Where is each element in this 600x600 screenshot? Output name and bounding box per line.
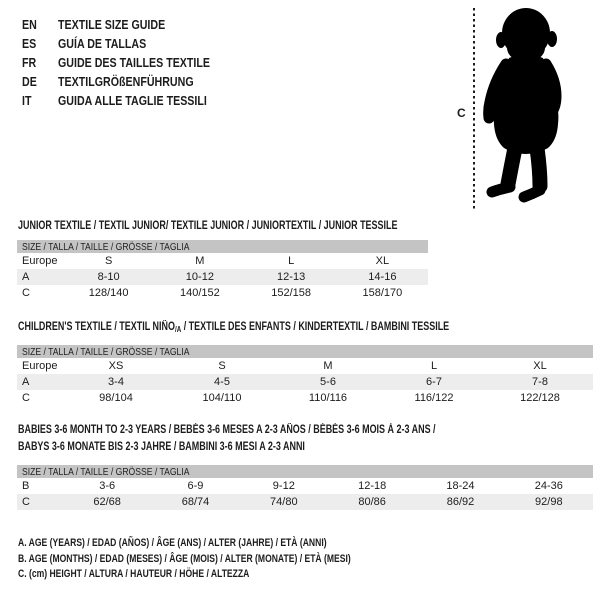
table-cell: XL	[533, 360, 547, 372]
row-label: C	[22, 392, 30, 404]
table-cell: 74/80	[270, 496, 298, 508]
height-measure-label: C	[457, 106, 466, 120]
legend-footnotes	[18, 537, 445, 584]
row-label: Europe	[22, 255, 58, 267]
children-heading-pre: CHILDREN'S TEXTILE / TEXTIL NIÑO	[18, 321, 175, 333]
height-measure-dashed-line	[473, 8, 475, 210]
table-cell: L	[430, 360, 438, 372]
guide-title: GUÍA DE TALLAS	[58, 36, 147, 51]
table-row-europe	[17, 253, 428, 269]
babies-heading-line1: BABIES 3-6 MONTH TO 2-3 YEARS / BEBÉS 3-6 MESES A 2-3 AÑOS / BÉBÉS 3-6 MOIS À 2-3 ANS /	[18, 424, 436, 436]
table-cell: 128/140	[88, 287, 129, 299]
language-row-it	[22, 91, 243, 110]
table-cell: 116/122	[414, 392, 454, 404]
table-cell: 6-9	[187, 480, 204, 492]
table-cell: 5-6	[320, 376, 336, 388]
footnote-c-text: C. (cm) HEIGHT / ALTURA / HAUTEUR / HÖHE / ALTEZZA	[18, 568, 250, 580]
row-label: A	[22, 376, 30, 388]
row-label: C	[22, 496, 30, 508]
children-heading-text	[18, 319, 449, 338]
babies-heading-line2: BABYS 3-6 MONATE BIS 2-3 JAHRE / BAMBINI 3-6 MESI A 2-3 ANNI	[18, 441, 305, 453]
footnote-a	[18, 537, 445, 553]
table-cell: S	[104, 255, 113, 267]
table-cell: 6-7	[426, 376, 442, 388]
footnote-b-text: B. AGE (MONTHS) / EDAD (MESES) / ÂGE (MOIS) / ALTER (MONATE) / ETÀ (MESI)	[18, 552, 351, 565]
table-cell: L	[288, 255, 295, 267]
size-header-label: SIZE / TALLA / TAILLE / GRÖSSE / TAGLIA	[22, 240, 190, 253]
children-section-heading	[18, 319, 571, 338]
row-label: A	[22, 271, 30, 283]
language-row-es	[22, 34, 243, 53]
table-cell: 140/152	[179, 287, 220, 299]
junior-section-heading	[18, 218, 504, 235]
babies-section-heading	[18, 422, 553, 456]
footnote-a-text: A. AGE (YEARS) / EDAD (AÑOS) / ÂGE (ANS) / ALTER (JAHRE) / ETÀ (ANNI)	[18, 537, 327, 549]
language-code: DE	[22, 74, 37, 89]
table-row-age	[17, 269, 428, 285]
guide-title: TEXTILE SIZE GUIDE	[58, 17, 166, 32]
language-row-de	[22, 72, 243, 91]
guide-title: GUIDE DES TAILLES TEXTILE	[58, 55, 211, 70]
table-cell: M	[195, 255, 205, 267]
junior-size-table	[17, 240, 428, 301]
table-cell: 86/92	[446, 496, 475, 508]
table-cell: S	[218, 360, 226, 372]
footnote-b	[18, 553, 445, 569]
table-cell: XS	[108, 360, 124, 372]
row-label: Europe	[22, 360, 58, 372]
table-cell: 9-12	[272, 480, 295, 492]
table-cell: 3-6	[99, 480, 116, 492]
junior-heading-text: JUNIOR TEXTILE / TEXTIL JUNIOR/ TEXTILE JUNIOR / JUNIORTEXTIL / JUNIOR TESSILE	[18, 220, 398, 232]
children-heading-post: / TEXTILE DES ENFANTS / KINDERTEXTIL / BAMBINI TESSILE	[181, 321, 450, 333]
table-cell: 24-36	[534, 480, 563, 492]
language-code: ES	[22, 36, 37, 51]
table-cell: 92/98	[535, 496, 563, 508]
language-row-fr	[22, 53, 243, 72]
table-cell: M	[323, 360, 333, 372]
size-header-label: SIZE / TALLA / TAILLE / GRÖSSE / TAGLIA	[22, 465, 190, 478]
size-header-bar	[17, 240, 428, 253]
baby-silhouette-icon	[482, 6, 574, 208]
table-cell: 8-10	[97, 271, 120, 283]
table-cell: 12-13	[277, 271, 306, 283]
row-label: C	[22, 287, 30, 299]
table-row-height	[17, 285, 428, 301]
footnote-c	[18, 568, 445, 584]
table-cell: 7-8	[532, 376, 548, 388]
table-cell: XL	[375, 255, 390, 267]
table-cell: 122/128	[520, 392, 560, 404]
table-row-europe	[17, 358, 593, 374]
table-cell: 4-5	[214, 376, 230, 388]
size-header-label: SIZE / TALLA / TAILLE / GRÖSSE / TAGLIA	[22, 345, 190, 358]
language-row-en	[22, 15, 243, 34]
table-cell: 14-16	[368, 271, 397, 283]
table-cell: 98/104	[99, 392, 133, 404]
table-cell: 104/110	[202, 392, 242, 404]
table-cell: 18-24	[446, 480, 475, 492]
row-label: B	[22, 480, 30, 492]
table-row-height	[17, 390, 593, 406]
language-code: EN	[22, 17, 37, 32]
language-title-list	[22, 15, 243, 110]
table-cell: 158/170	[362, 287, 403, 299]
language-code: FR	[22, 55, 37, 70]
table-row-months	[17, 478, 593, 494]
table-cell: 62/68	[93, 496, 121, 508]
table-cell: 10-12	[185, 271, 214, 283]
language-code: IT	[22, 93, 32, 108]
size-header-bar	[17, 465, 593, 478]
table-cell: 3-4	[108, 376, 124, 388]
babies-size-table	[17, 465, 593, 510]
children-size-table	[17, 345, 593, 406]
table-cell: 12-18	[358, 480, 387, 492]
table-row-height	[17, 494, 593, 510]
table-cell: 152/158	[271, 287, 311, 299]
table-cell: 110/116	[308, 392, 348, 404]
guide-title: GUIDA ALLE TAGLIE TESSILI	[58, 93, 207, 108]
guide-title: TEXTILGRÖßENFÜHRUNG	[58, 74, 194, 89]
table-row-age	[17, 374, 593, 390]
children-heading-sub: /A	[174, 325, 182, 334]
table-cell: 68/74	[181, 496, 210, 508]
table-cell: 80/86	[358, 496, 386, 508]
size-header-bar	[17, 345, 593, 358]
